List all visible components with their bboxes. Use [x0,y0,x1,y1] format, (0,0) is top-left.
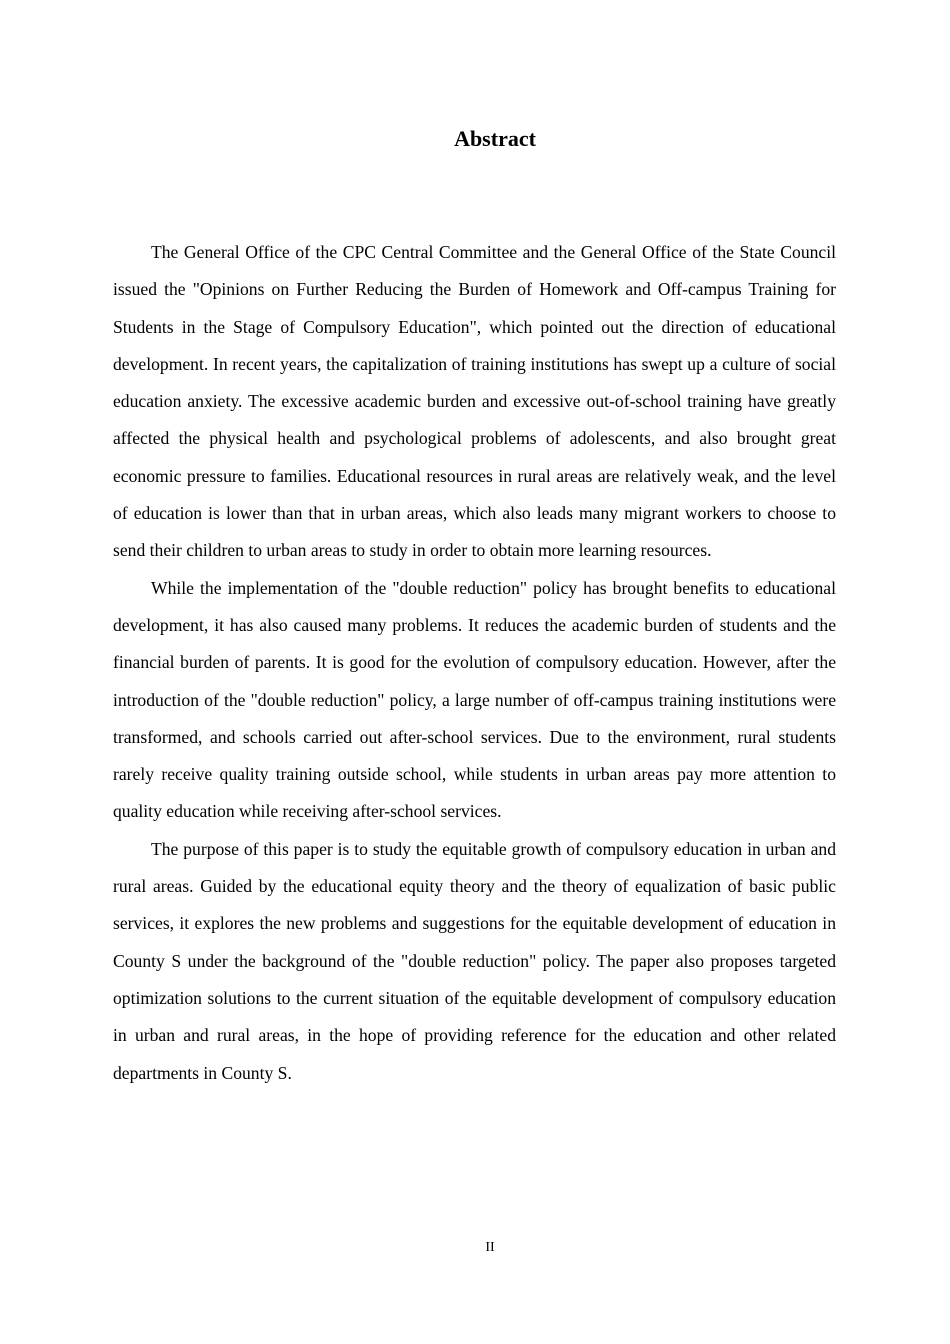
page-title: Abstract [454,126,536,151]
abstract-paragraph-3: The purpose of this paper is to study the equitable growth of compulsory education in urban and rural areas. Guided by the educational equity theory and the theory of equalization of basic public services, it explores the new problems and suggestions for the equitable development of education in County S under the background of the "double reduction" policy. The paper also proposes targeted optimization solutions to the current situation of the equitable development of compulsory education in urban and rural areas, in the hope of providing reference for the education and other related departments in County S. [113,838,836,1083]
abstract-paragraph-1: The General Office of the CPC Central Committee and the General Office of the State Council issued the "Opinions on Further Reducing the Burden of Homework and Off-campus Training for Students in the Stage of Compulsory Education", which pointed out the direction of educational development. In recent years, the capitalization of training institutions has swept up a culture of social education anxiety. The excessive academic burden and excessive out-of-school training have greatly affected the physical health and psychological problems of adolescents, and also brought great economic pressure to families. Educational resources in rural areas are relatively weak, and the level of education is lower than that in urban areas, which also leads many migrant workers to choose to send their children to urban areas to study in order to obtain more learning resources. [113,242,836,561]
abstract-paragraph-2: While the implementation of the "double reduction" policy has brought benefits to educational development, it has also caused many problems. It reduces the academic burden of students and the financial burden of parents. It is good for the evolution of compulsory education. However, after the introduction of the "double reduction" policy, a large number of off-campus training institutions were transformed, and schools carried out after-school services. Due to the environment, rural students rarely receive quality training outside school, while students in urban areas pay more attention to quality education while receiving after-school services. [113,577,836,822]
page-number: II [485,1240,495,1255]
abstract-body [113,234,836,1092]
